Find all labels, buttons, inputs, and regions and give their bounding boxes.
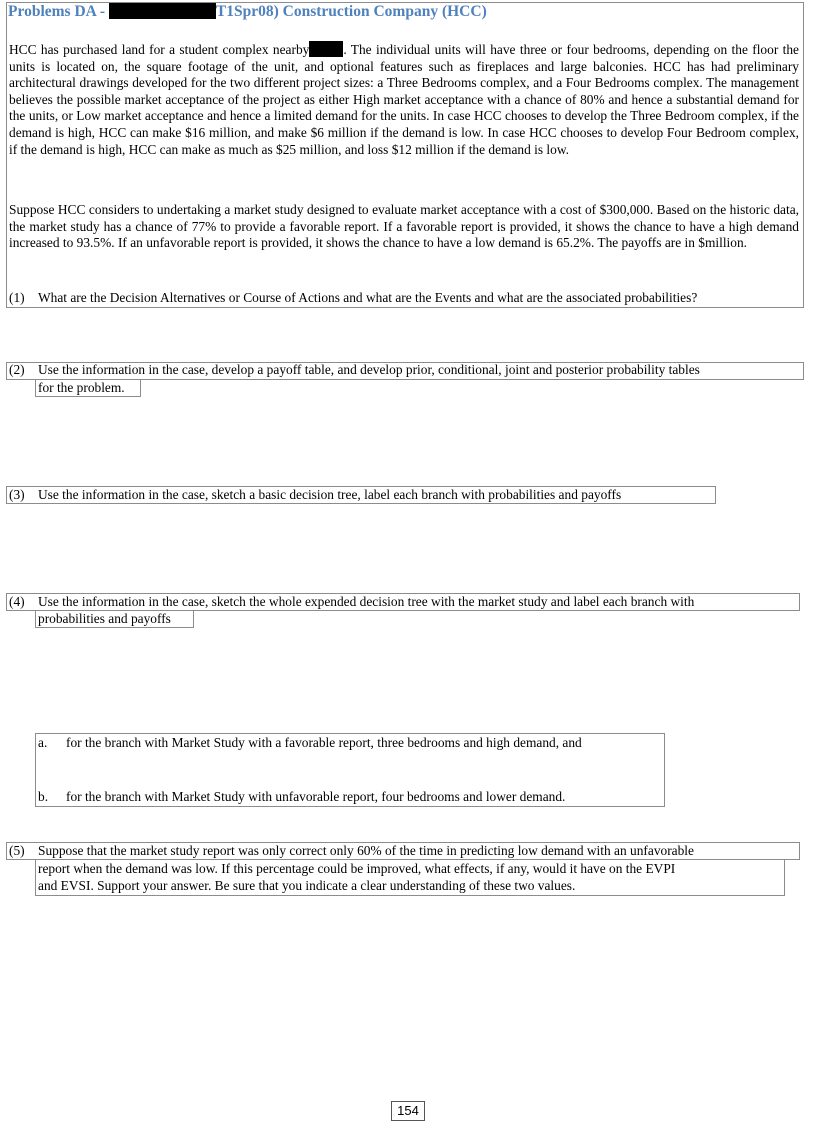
redaction-bar [309,41,343,57]
question-4: (4) Use the information in the case, sketch the whole expended decision tree with the market study and label each branch with [9,594,695,609]
page-number: 154 [391,1101,425,1121]
title-prefix: Problems DA - [8,3,106,20]
question-1: (1) What are the Decision Alternatives or Course of Actions and what are the Events and what are the associated probabilities? [9,290,698,305]
question-3: (3) Use the information in the case, sketch a basic decision tree, label each branch with probabilities and payoffs [9,487,622,502]
question-5-line-2: report when the demand was low. If this percentage could be improved, what effects, if any, would it have on the EVPI [38,861,676,876]
question-2: (2) Use the information in the case, develop a payoff table, and develop prior, conditional, joint and posterior probability tables [9,362,700,377]
question-2-line-2: for the problem. [38,380,125,395]
title-suffix: T1Spr08) Construction Company (HCC) [215,3,487,20]
question-4-line-2: probabilities and payoffs [38,611,171,626]
subitem-b: b. for the branch with Market Study with unfavorable report, four bedrooms and lower demand. [38,789,566,804]
subitem-a: a. for the branch with Market Study with a favorable report, three bedrooms and high demand, and [38,735,582,750]
case-paragraph-1: HCC has purchased land for a student complex nearby . The individual units will have three or four bedrooms, depending on the floor the units is located on, the square footage of the unit, and optional features such as fireplaces and large balconies. HCC has had preliminary architectural drawings developed for the two different project sizes: a Three Bedrooms complex, and a Four Bedrooms complex. The management believes the possible market acceptance of the project as either High market acceptance with a chance of 80% and hence a substantial demand for the units, or Low market acceptance and hence a limited demand for the units. In case HCC chooses to develop the Three Bedroom complex, if the demand is high, HCC can make $16 million, and make $6 million if the demand is low. In case HCC chooses to develop Four Bedroom complex, if the demand is high, HCC can make as much as $25 million, and loss $12 million if the demand is low. [9,42,799,157]
question-5-line-3: and EVSI. Support your answer. Be sure that you indicate a clear understanding of these two values. [38,878,576,893]
case-paragraph-2: Suppose HCC considers to undertaking a market study designed to evaluate market acceptance with a cost of $300,000. Based on the historic data, the market study has a chance of 77% to provide a favorable report. If a favorable report is provided, it shows the chance to have a high demand increased to 93.5%. If an unfavorable report is provided, it shows the chance to have a low demand is 65.2%. The payoffs are in $million. [9,202,799,251]
question-5: (5) Suppose that the market study report was only correct only 60% of the time in predicting low demand with an unfavorable [9,843,694,858]
